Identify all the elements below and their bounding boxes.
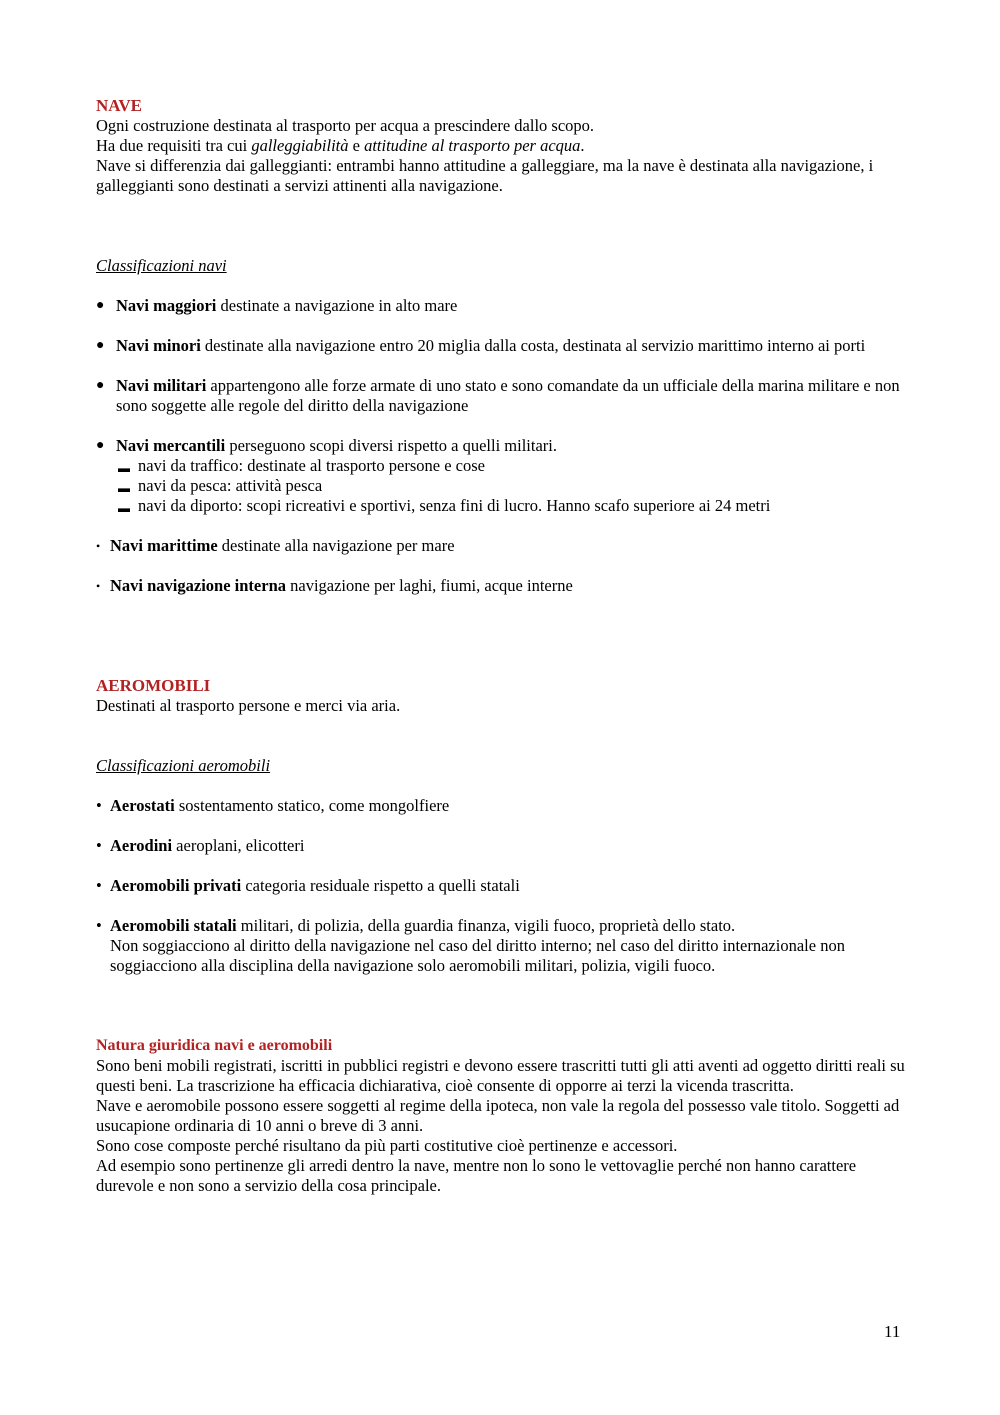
description-continued: Non soggiacciono al diritto della navigazione nel caso del diritto interno; nel caso del diritto internazionale non soggiacciono alla disciplina della navigazione solo aeromobili militari, polizia, vigili fuoco. bbox=[110, 936, 845, 975]
bullet-icon: • bbox=[96, 539, 101, 553]
term: Navi navigazione interna bbox=[110, 576, 286, 595]
text: . bbox=[580, 136, 585, 155]
list-item bbox=[96, 336, 906, 356]
nave-requisiti bbox=[96, 136, 906, 156]
description: sostentamento statico, come mongolfiere bbox=[174, 796, 450, 815]
sub-list-item bbox=[118, 496, 906, 516]
navi-list bbox=[96, 296, 906, 456]
list-item bbox=[96, 576, 906, 596]
list-item bbox=[96, 796, 906, 816]
mercantili-sublist bbox=[96, 456, 906, 516]
sub-list-item bbox=[118, 456, 906, 476]
description: categoria residuale rispetto a quelli statali bbox=[241, 876, 520, 895]
description: destinate a navigazione in alto mare bbox=[216, 296, 458, 315]
list-item bbox=[96, 916, 906, 976]
term: Navi minori bbox=[116, 336, 201, 355]
aeromobili-list bbox=[96, 796, 906, 976]
sub-item-text: navi da traffico: destinate al trasporto persone e cose bbox=[138, 456, 485, 475]
natura-paragraph-4: Ad esempio sono pertinenze gli arredi dentro la nave, mentre non lo sono le vettovaglie perché non hanno carattere durevole e non sono a servizio della cosa principale. bbox=[96, 1156, 857, 1195]
document-page bbox=[96, 96, 906, 1196]
section-title-nave: NAVE bbox=[96, 96, 142, 115]
bullet-icon: • bbox=[96, 916, 102, 935]
description: militari, di polizia, della guardia finanza, vigili fuoco, proprietà dello stato. bbox=[236, 916, 736, 935]
list-item bbox=[96, 836, 906, 856]
description: appartengono alle forze armate di uno stato e sono comandate da un ufficiale della marina militare e non sono soggette alle regole del diritto della navigazione bbox=[116, 376, 900, 415]
term: Aeromobili privati bbox=[110, 876, 242, 895]
term: Navi militari bbox=[116, 376, 207, 395]
bullet-icon: ● bbox=[96, 298, 105, 313]
aeromobili-definition: Destinati al trasporto persone e merci via aria. bbox=[96, 696, 401, 715]
term: Aeromobili statali bbox=[110, 916, 237, 935]
subtitle-classificazioni-aeromobili: Classificazioni aeromobili bbox=[96, 756, 271, 775]
natura-paragraph-3: Sono cose composte perché risultano da più parti costitutive cioè pertinenze e accessori. bbox=[96, 1136, 678, 1155]
bullet-icon: • bbox=[96, 836, 102, 855]
dash-icon: ▬ bbox=[118, 481, 130, 495]
description: perseguono scopi diversi rispetto a quelli militari. bbox=[225, 436, 557, 455]
bullet-icon: • bbox=[96, 876, 102, 895]
term: Navi mercantili bbox=[116, 436, 226, 455]
term: Navi marittime bbox=[110, 536, 218, 555]
description: navigazione per laghi, fiumi, acque interne bbox=[286, 576, 573, 595]
sub-item-text: navi da diporto: scopi ricreativi e sportivi, senza fini di lucro. Hanno scafo superiore ai 24 metri bbox=[138, 496, 771, 515]
section-title-natura-giuridica: Natura giuridica navi e aeromobili bbox=[96, 1037, 333, 1054]
section-title-aeromobili: AEROMOBILI bbox=[96, 676, 211, 695]
italic-term: attitudine al trasporto per acqua bbox=[364, 136, 581, 155]
list-item bbox=[96, 376, 906, 416]
bullet-icon: ● bbox=[96, 338, 105, 353]
list-item bbox=[96, 296, 906, 316]
description: destinate alla navigazione entro 20 miglia dalla costa, destinata al servizio marittimo interno ai porti bbox=[200, 336, 866, 355]
nave-definition: Ogni costruzione destinata al trasporto per acqua a prescindere dallo scopo. bbox=[96, 116, 595, 135]
term: Aerodini bbox=[110, 836, 173, 855]
list-item bbox=[96, 436, 906, 456]
term: Aerostati bbox=[110, 796, 175, 815]
sub-list-item bbox=[118, 476, 906, 496]
text: e bbox=[348, 136, 365, 155]
natura-paragraph-2: Nave e aeromobile possono essere soggetti al regime della ipoteca, non vale la regola del possesso vale titolo. Soggetti ad usucapione ordinaria di 10 anni o breve di 3 anni. bbox=[96, 1096, 900, 1135]
bullet-icon: • bbox=[96, 796, 102, 815]
description: aeroplani, elicotteri bbox=[172, 836, 305, 855]
page-number: 11 bbox=[884, 1322, 901, 1341]
text: Ha due requisiti tra cui bbox=[96, 136, 252, 155]
navi-list-cont bbox=[96, 536, 906, 596]
bullet-icon: • bbox=[96, 579, 101, 593]
dash-icon: ▬ bbox=[118, 461, 130, 475]
sub-item-text: navi da pesca: attività pesca bbox=[138, 476, 323, 495]
italic-term: galleggiabilità bbox=[251, 136, 349, 155]
nave-differenza: Nave si differenzia dai galleggianti: entrambi hanno attitudine a galleggiare, ma la nave è destinata alla navigazione, i galleggianti sono destinati a servizi attinenti alla navigazione. bbox=[96, 156, 874, 195]
natura-paragraph-1: Sono beni mobili registrati, iscritti in pubblici registri e devono essere trascritti tutti gli atti aventi ad oggetto diritti reali su questi beni. La trascrizione ha efficacia dichiarativa, cioè consente di opporre ai terzi la vicenda trascritta. bbox=[96, 1056, 905, 1095]
list-item bbox=[96, 876, 906, 896]
description: destinate alla navigazione per mare bbox=[217, 536, 455, 555]
list-item bbox=[96, 536, 906, 556]
subtitle-classificazioni-navi: Classificazioni navi bbox=[96, 256, 227, 275]
term: Navi maggiori bbox=[116, 296, 217, 315]
bullet-icon: ● bbox=[96, 438, 105, 453]
dash-icon: ▬ bbox=[118, 501, 130, 515]
bullet-icon: ● bbox=[96, 378, 105, 393]
